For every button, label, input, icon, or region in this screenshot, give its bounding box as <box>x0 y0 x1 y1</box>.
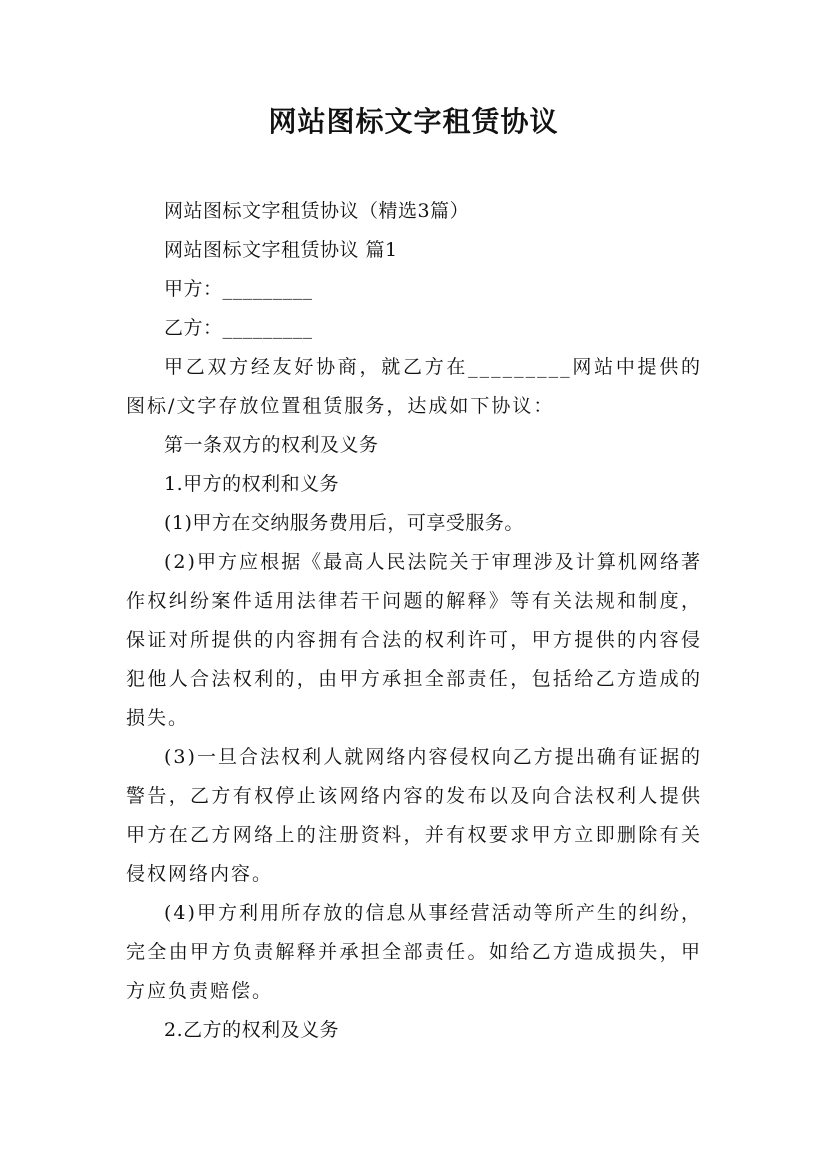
document-title: 网站图标文字租赁协议 <box>268 105 559 138</box>
paragraph-party-a-rights-heading: 1.甲方的权利和义务 <box>164 473 340 495</box>
paragraph-party-b-rights-heading: 2.乙方的权利及义务 <box>164 1019 340 1041</box>
document-body <box>126 192 702 1050</box>
paragraph-clause-1: (1)甲方在交纳服务费用后，可享受服务。 <box>164 512 524 534</box>
paragraph-clause-3: (3)一旦合法权利人就网络内容侵权向乙方提出确有证据的警告，乙方有权停止该网络内容的发布以及向合法权利人提供甲方在乙方网络上的注册资料，并有权要求甲方立即删除有关侵权网络内容。 <box>126 746 702 885</box>
paragraph-article-1: 第一条双方的权利及义务 <box>164 434 379 456</box>
paragraph-party-a: 甲方：_________ <box>164 278 313 300</box>
paragraph-party-b: 乙方：_________ <box>164 317 313 339</box>
paragraph-clause-2: (2)甲方应根据《最高人民法院关于审理涉及计算机网络著作权纠纷案件适用法律若干问题的解释》等有关法规和制度，保证对所提供的内容拥有合法的权利许可，甲方提供的内容侵犯他人合法权利的，由甲方承担全部责任，包括给乙方造成的损失。 <box>126 551 702 729</box>
paragraph-section-heading: 网站图标文字租赁协议 篇1 <box>164 239 398 261</box>
paragraph-clause-4: (4)甲方利用所存放的信息从事经营活动等所产生的纠纷，完全由甲方负责解释并承担全部责任。如给乙方造成损失，甲方应负责赔偿。 <box>126 902 702 1002</box>
paragraph-subtitle: 网站图标文字租赁协议（精选3篇） <box>164 200 470 222</box>
paragraph-preamble: 甲乙双方经友好协商，就乙方在_________网站中提供的图标/文字存放位置租赁服务，达成如下协议： <box>126 356 702 417</box>
